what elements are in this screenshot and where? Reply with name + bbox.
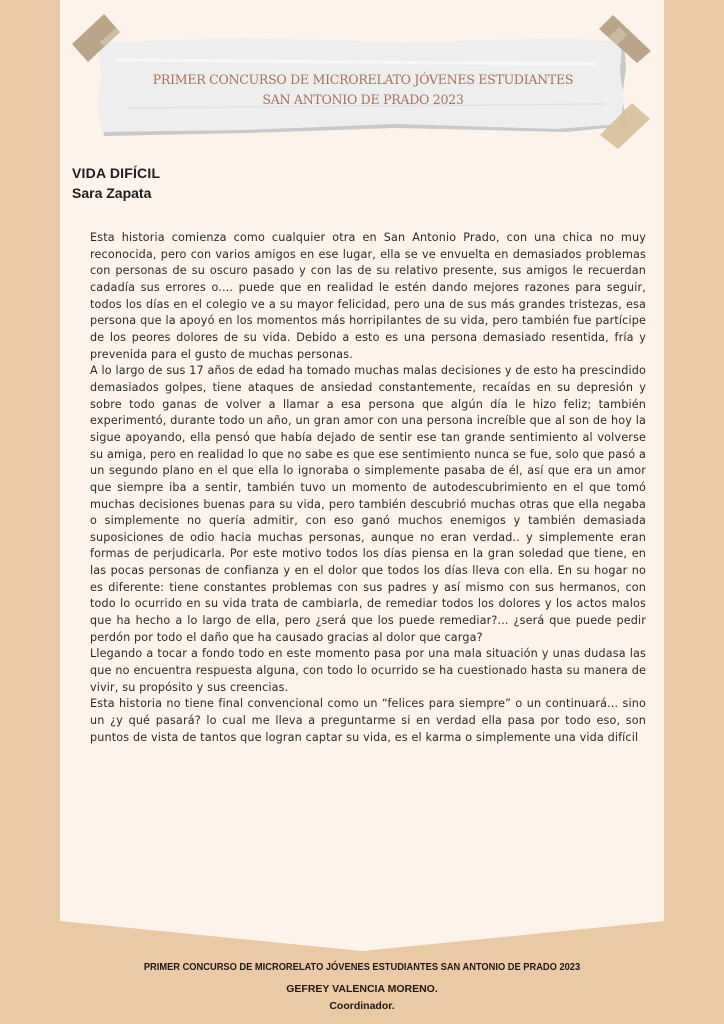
story-paragraph: Esta historia comienza como cualquier otra en San Antonio Prado, con una chica no muy reconocida, pero con varios amigos en ese lugar, ella se ve envuelta en demasiados problemas con personas de su oscuro pasado y con las de su relativo presente, sus amigos le recuerdan cadadía sus errores o.... puede que en realidad le estén dando mejores razones para seguir, todos los días en el colegio ve a su mayor felicidad, pero una de sus más grandes tristezas, esa persona que la apoyó en los momentos más horripilantes de su vida, pero también fue partícipe de los peores dolores de su vida. Debido a esto es una persona demasiado resentida, fría y prevenida para el gusto de muchas personas. [90,231,646,361]
story-paragraph: A lo largo de sus 17 años de edad ha tomado muchas malas decisiones y de esto ha prescindido demasiados golpes, tiene ataques de ansiedad constantemente, recaídas en su depresión y sobre todo ganas de volver a llamar a esa persona que algún día le hizo feliz; también experimentó, durante todo un año, un gran amor con una persona increíble que al son de hoy la sigue apoyando, ella pensó que había dejado de sentir ese tan grande sentimiento al volverse su amiga, pero en realidad lo que no sabe es que ese sentimiento nunca se fue, solo que pasó a un segundo plano en el que ella lo ignoraba o simplemente pasaba de él, así que era un amor que siempre iba a sentir, también tuvo un momento de autodescubrimiento en el que tomó muchas decisiones buenas para su vida, pero también descubrió muchas otras que ella negaba o simplemente no quería admitir, con eso ganó muchos enemigos y también demasiada suposiciones de odio hacia muchas personas, aunque no eran verdad.. y simplemente eran formas de perjudicarla. Por este motivo todos los días piensa en la gran soledad que tiene, en las pocas personas de confianza y en el dolor que todos los días lleva con ella. En su hogar no es diferente: tiene constantes problemas con sus padres y así mismo con sus hermanos, con todo lo ocurrido en su vida trata de cambiarla, de remediar todos los dolores y los actos malos que ha hecho a lo largo de ella, pero ¿será que los puede remediar?... ¿será que puede pedir perdón por todo el daño que ha causado gracias al dolor que carga? [90,364,646,644]
banner-title-line-2: SAN ANTONIO DE PRADO 2023 [262,92,464,107]
story-paragraph: Llegando a tocar a fondo todo en este momento pasa por una mala situación y unas dudasa las que no encuentra respuesta alguna, con todo lo ocurrido se ha cuestionado hasta su manera de vivir, su propósito y sus creencias. [90,647,646,694]
footer-coordinator-role: Coordinador. [329,1000,395,1012]
title-banner [96,38,630,138]
banner-title [96,70,630,110]
tape-bottom-right [600,103,652,149]
footer-coordinator-name: GEFREY VALENCIA MORENO. [286,983,438,995]
banner-title-line-1: PRIMER CONCURSO DE MICRORELATO JÓVENES ESTUDIANTES [152,72,574,87]
footer-contest-title: PRIMER CONCURSO DE MICRORELATO JÓVENES ESTUDIANTES SAN ANTONIO DE PRADO 2023 [143,962,581,973]
tape-top-right [597,15,653,65]
story-body [90,230,646,746]
story-paragraph: Esta historia no tiene final convencional como un “felices para siempre” o un continuará... sino un ¿y qué pasará? lo cual me lleva a preguntarme si en verdad ella pasa por todo eso, son puntos de vista de tantos que logran captar su vida, es el karma o simplemente una vida difícil [90,697,646,744]
story-author: Sara Zapata [72,185,152,201]
story-title: VIDA DIFÍCIL [72,165,161,181]
tape-top-left [72,12,124,64]
